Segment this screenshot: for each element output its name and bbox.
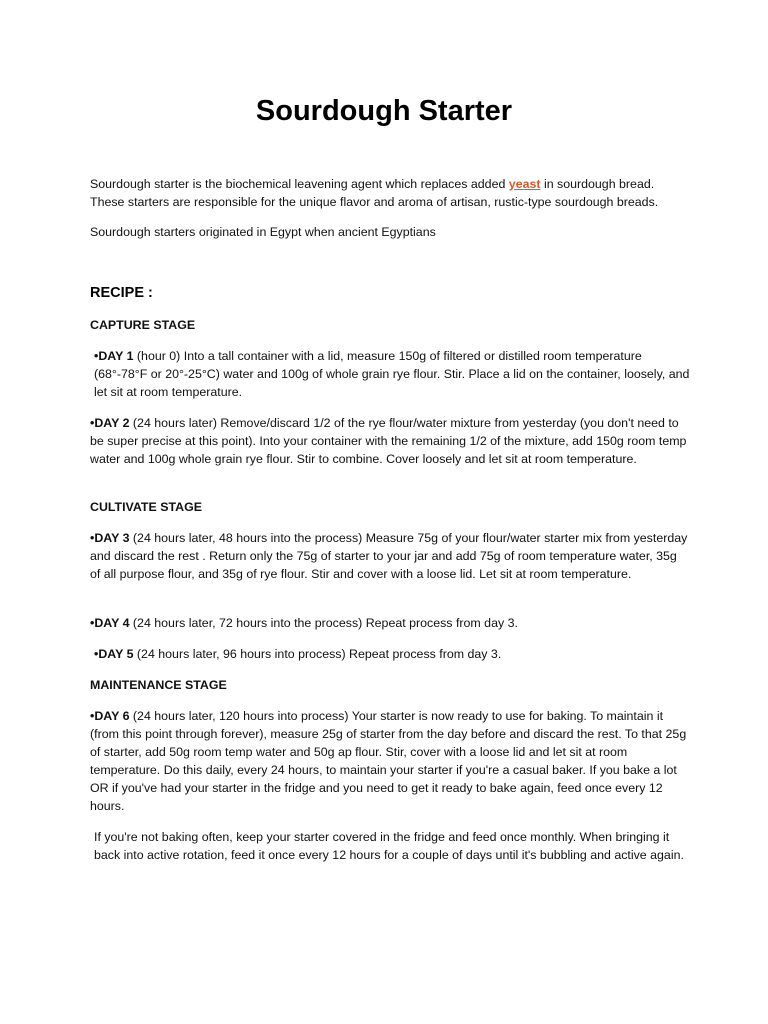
closing-paragraph: If you're not baking often, keep your starter covered in the fridge and feed once monthly. When bringing it back into active rotation, feed it once every 12 hours for a couple of days until it's bubbling and active again. bbox=[94, 830, 684, 862]
day-4-text: (24 hours later, 72 hours into the process) Repeat process from day 3. bbox=[129, 616, 518, 630]
day-5-paragraph bbox=[90, 645, 694, 663]
maintenance-stage-heading: MAINTENANCE STAGE bbox=[90, 678, 227, 692]
day-4-label: •DAY 4 bbox=[90, 616, 130, 630]
intro-paragraph bbox=[90, 175, 690, 211]
day-5-text: (24 hours later, 96 hours into process) Repeat process from day 3. bbox=[133, 647, 502, 661]
cultivate-stage-heading: CULTIVATE STAGE bbox=[90, 500, 202, 514]
day-1-paragraph bbox=[90, 347, 694, 401]
yeast-link[interactable]: yeast bbox=[508, 177, 541, 191]
intro-text-after-link: in sourdough bread. These starters are responsible for the unique flavor and aroma of artisan, rustic-type sourdough breads. bbox=[90, 177, 659, 209]
day-6-text: (24 hours later, 120 hours into process) Your starter is now ready to use for baking. To maintain it (from this point through forever), measure 25g of starter from the day before and discard the rest. To that 25g of starter, add 50g room temp water and 50g ap flour. Stir, cover with a loose lid and let sit at room temperature. Do this daily, every 24 hours, to maintain your starter if you're a casual baker. If you bake a lot OR if you've had your starter in the fridge and you need to get it ready to bake again, feed once every 12 hours. bbox=[90, 709, 687, 813]
capture-stage-heading: CAPTURE STAGE bbox=[90, 318, 196, 332]
day-2-paragraph bbox=[90, 414, 690, 468]
day-2-text: (24 hours later) Remove/discard 1/2 of the rye flour/water mixture from yesterday (you don't need to be super precise at this point). Into your container with the remaining 1/2 of the mixture, add 150g room temp water and 100g whole grain rye flour. Stir to combine. Cover loosely and let sit at room temperature. bbox=[90, 416, 687, 466]
recipe-heading: RECIPE : bbox=[90, 285, 153, 301]
day-3-text: (24 hours later, 48 hours into the process) Measure 75g of your flour/water starter mix from yesterday and discard the rest . Return only the 75g of starter to your jar and add 75g of room temperature water, 35g of all purpose flour, and 35g of rye flour. Stir and cover with a loose lid. Let sit at room temperature. bbox=[90, 531, 688, 581]
document-title: Sourdough Starter bbox=[255, 95, 513, 127]
day-6-label: •DAY 6 bbox=[90, 709, 130, 723]
day-2-label: •DAY 2 bbox=[90, 416, 130, 430]
day-4-paragraph bbox=[90, 614, 690, 632]
day-1-text: (hour 0) Into a tall container with a lid, measure 150g of filtered or distilled room temperature (68°-78°F or 20°-25°C) water and 100g of whole grain rye flour. Stir. Place a lid on the container, loosely, and let sit at room temperature. bbox=[94, 349, 690, 399]
day-1-label: •DAY 1 bbox=[94, 349, 134, 363]
day-5-label: •DAY 5 bbox=[94, 647, 134, 661]
day-3-label: •DAY 3 bbox=[90, 531, 130, 545]
origin-paragraph: Sourdough starters originated in Egypt when ancient Egyptians bbox=[90, 225, 436, 239]
intro-text-before-link: Sourdough starter is the biochemical leavening agent which replaces added bbox=[90, 177, 509, 191]
day-3-paragraph bbox=[90, 529, 690, 583]
day-6-paragraph bbox=[90, 707, 690, 815]
